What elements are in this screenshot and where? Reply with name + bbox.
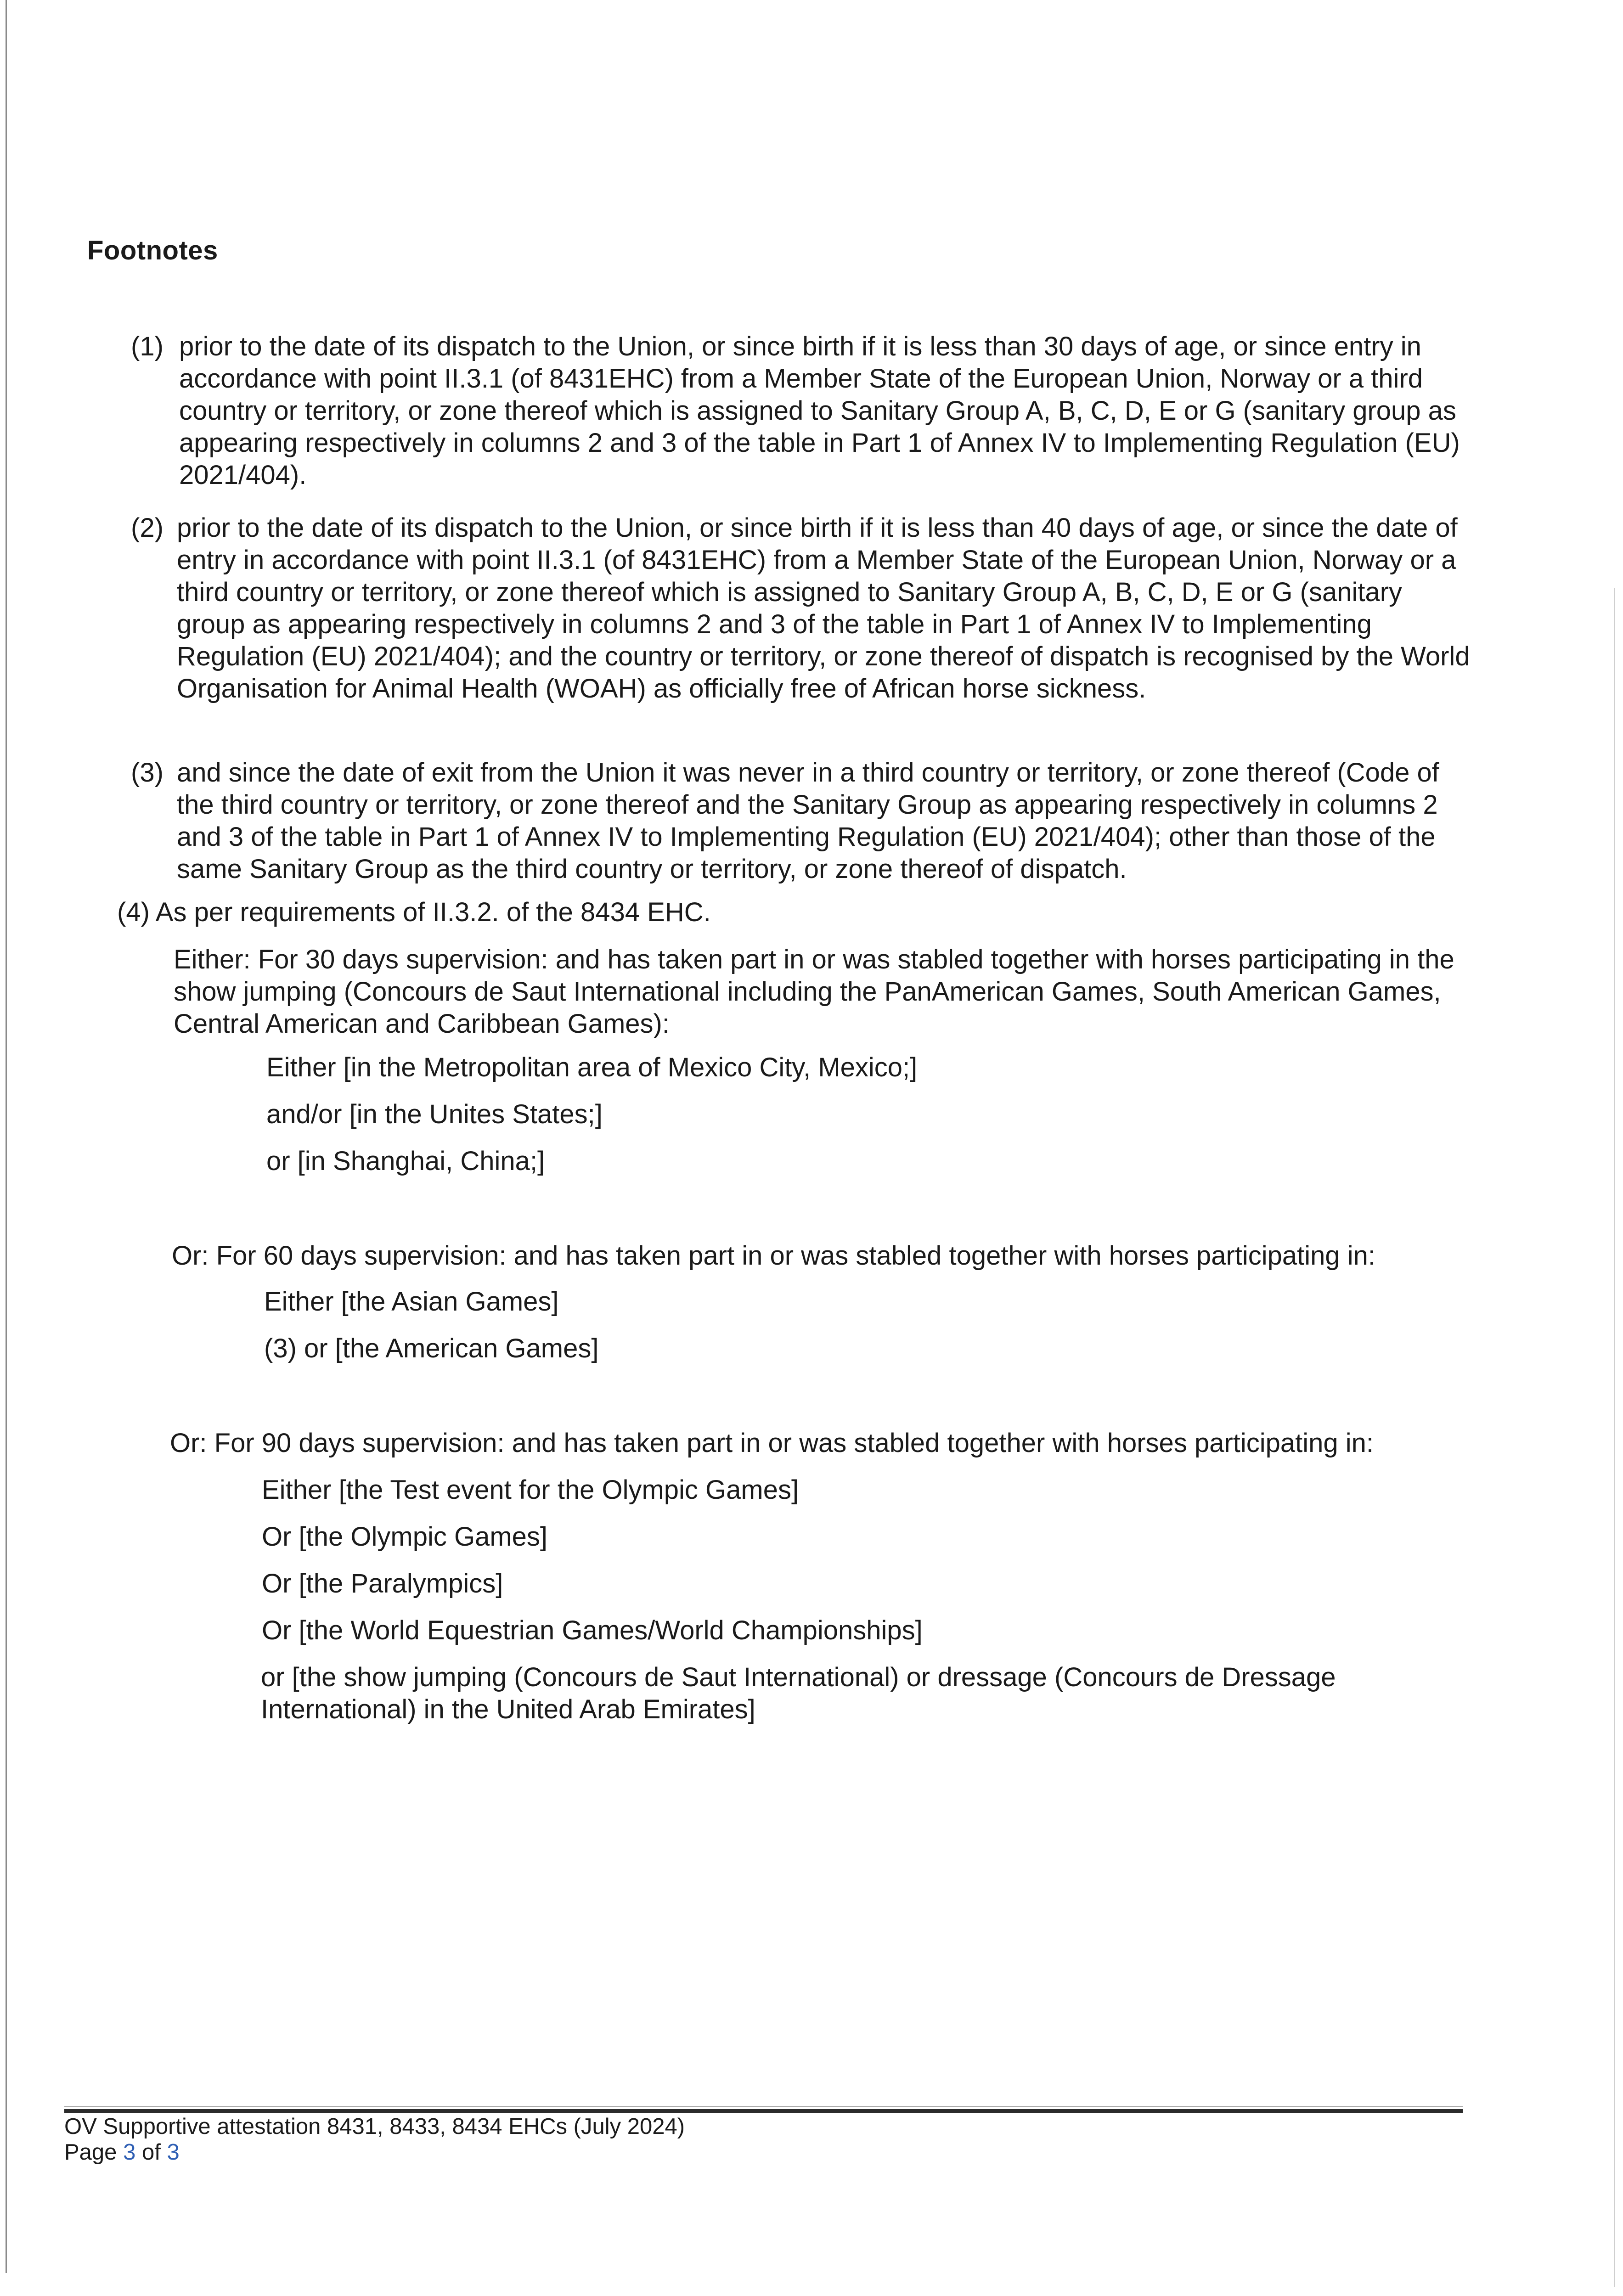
option-text: Either: For 30 days supervision: and has taken part in or was stabled together with horses participating in the show jumping (Concours de Saut International including the PanAmerican Games, South American Games, Central American and Caribbean Games): [174,945,1454,1039]
page-number [64,2139,685,2165]
footnote-2 [131,512,1472,737]
footer-rule-thin [64,2106,1463,2107]
footnote-text: prior to the date of its dispatch to the Union, or since birth if it is less than 30 days of age, or since entry in accordance with point II.3.1 (of 8431EHC) from a Member State of the European Union, Norway or a third country or territory, or zone thereof which is assigned to Sanitary Group A, B, C, D, E or G (sanitary group as appearing respectively in columns 2 and 3 of the table in Part 1 of Annex IV to Implementing Regulation (EU) 2021/404). [179,332,1460,490]
footnotes-heading: Footnotes [87,236,218,265]
footnote-1 [131,331,1472,491]
option-item: Either [the Asian Games] [264,1287,559,1317]
option-item: and/or [in the Unites States;] [266,1099,603,1129]
footnote-text: and since the date of exit from the Union it was never in a third country or territory, or zone thereof (Code of the third country or territory, or zone thereof and the Sanitary Group as appearing respectively in columns 2 and 3 of the table in Part 1 of Annex IV to Implementing Regulation (EU) 2021/404); other than those of the same Sanitary Group as the third country or territory, or zone thereof of dispatch. [177,758,1439,884]
option-item: Or [the Paralympics] [262,1569,503,1598]
footnote-marker: (1) [131,332,163,361]
scan-edge-left [6,0,7,2273]
option-item: Or [the Olympic Games] [262,1522,548,1552]
page-total: 3 [167,2140,180,2165]
option-item: Either [the Test event for the Olympic Games] [262,1475,799,1505]
page-of: of [141,2140,161,2165]
footnote-marker: (3) [131,758,163,788]
scan-edge-right [1614,588,1615,2287]
footnote-marker: (2) [131,513,163,543]
option-30-days [174,944,1455,1040]
footnote-4-intro: (4) As per requirements of II.3.2. of the 8434 EHC. [117,897,711,927]
option-item-text: or [the show jumping (Concours de Saut International) or dressage (Concours de Dressage International) in the United Arab Emirates] [261,1662,1336,1724]
footer-rule [64,2109,1463,2113]
option-item: Or [the World Equestrian Games/World Championships] [262,1615,923,1645]
page-word: Page [64,2140,117,2165]
footer-title: OV Supportive attestation 8431, 8433, 8434 EHCs (July 2024) [64,2114,685,2139]
option-90-days: Or: For 90 days supervision: and has taken part in or was stabled together with horses participating in: [170,1428,1374,1458]
footnote-3 [131,757,1472,885]
option-item [261,1661,1386,1730]
option-item: or [in Shanghai, China;] [266,1146,545,1176]
page-footer [64,2114,685,2165]
page-current: 3 [123,2140,136,2165]
option-item: (3) or [the American Games] [264,1334,599,1363]
option-60-days: Or: For 60 days supervision: and has taken part in or was stabled together with horses participating in: [172,1241,1376,1271]
option-item: Either [in the Metropolitan area of Mexico City, Mexico;] [266,1052,918,1082]
footnote-text: prior to the date of its dispatch to the Union, or since birth if it is less than 40 days of age, or since the date of entry in accordance with point II.3.1 (of 8431EHC) from a Member State of the European Union, Norway or a third country or territory, or zone thereof which is assigned to Sanitary Group A, B, C, D, E or G (sanitary group as appearing respectively in columns 2 and 3 of the table in Part 1 of Annex IV to Implementing Regulation (EU) 2021/404); and the country or territory, or zone thereof of dispatch is recognised by the World Organisation for Animal Health (WOAH) as officially free of African horse sickness. [177,513,1470,703]
